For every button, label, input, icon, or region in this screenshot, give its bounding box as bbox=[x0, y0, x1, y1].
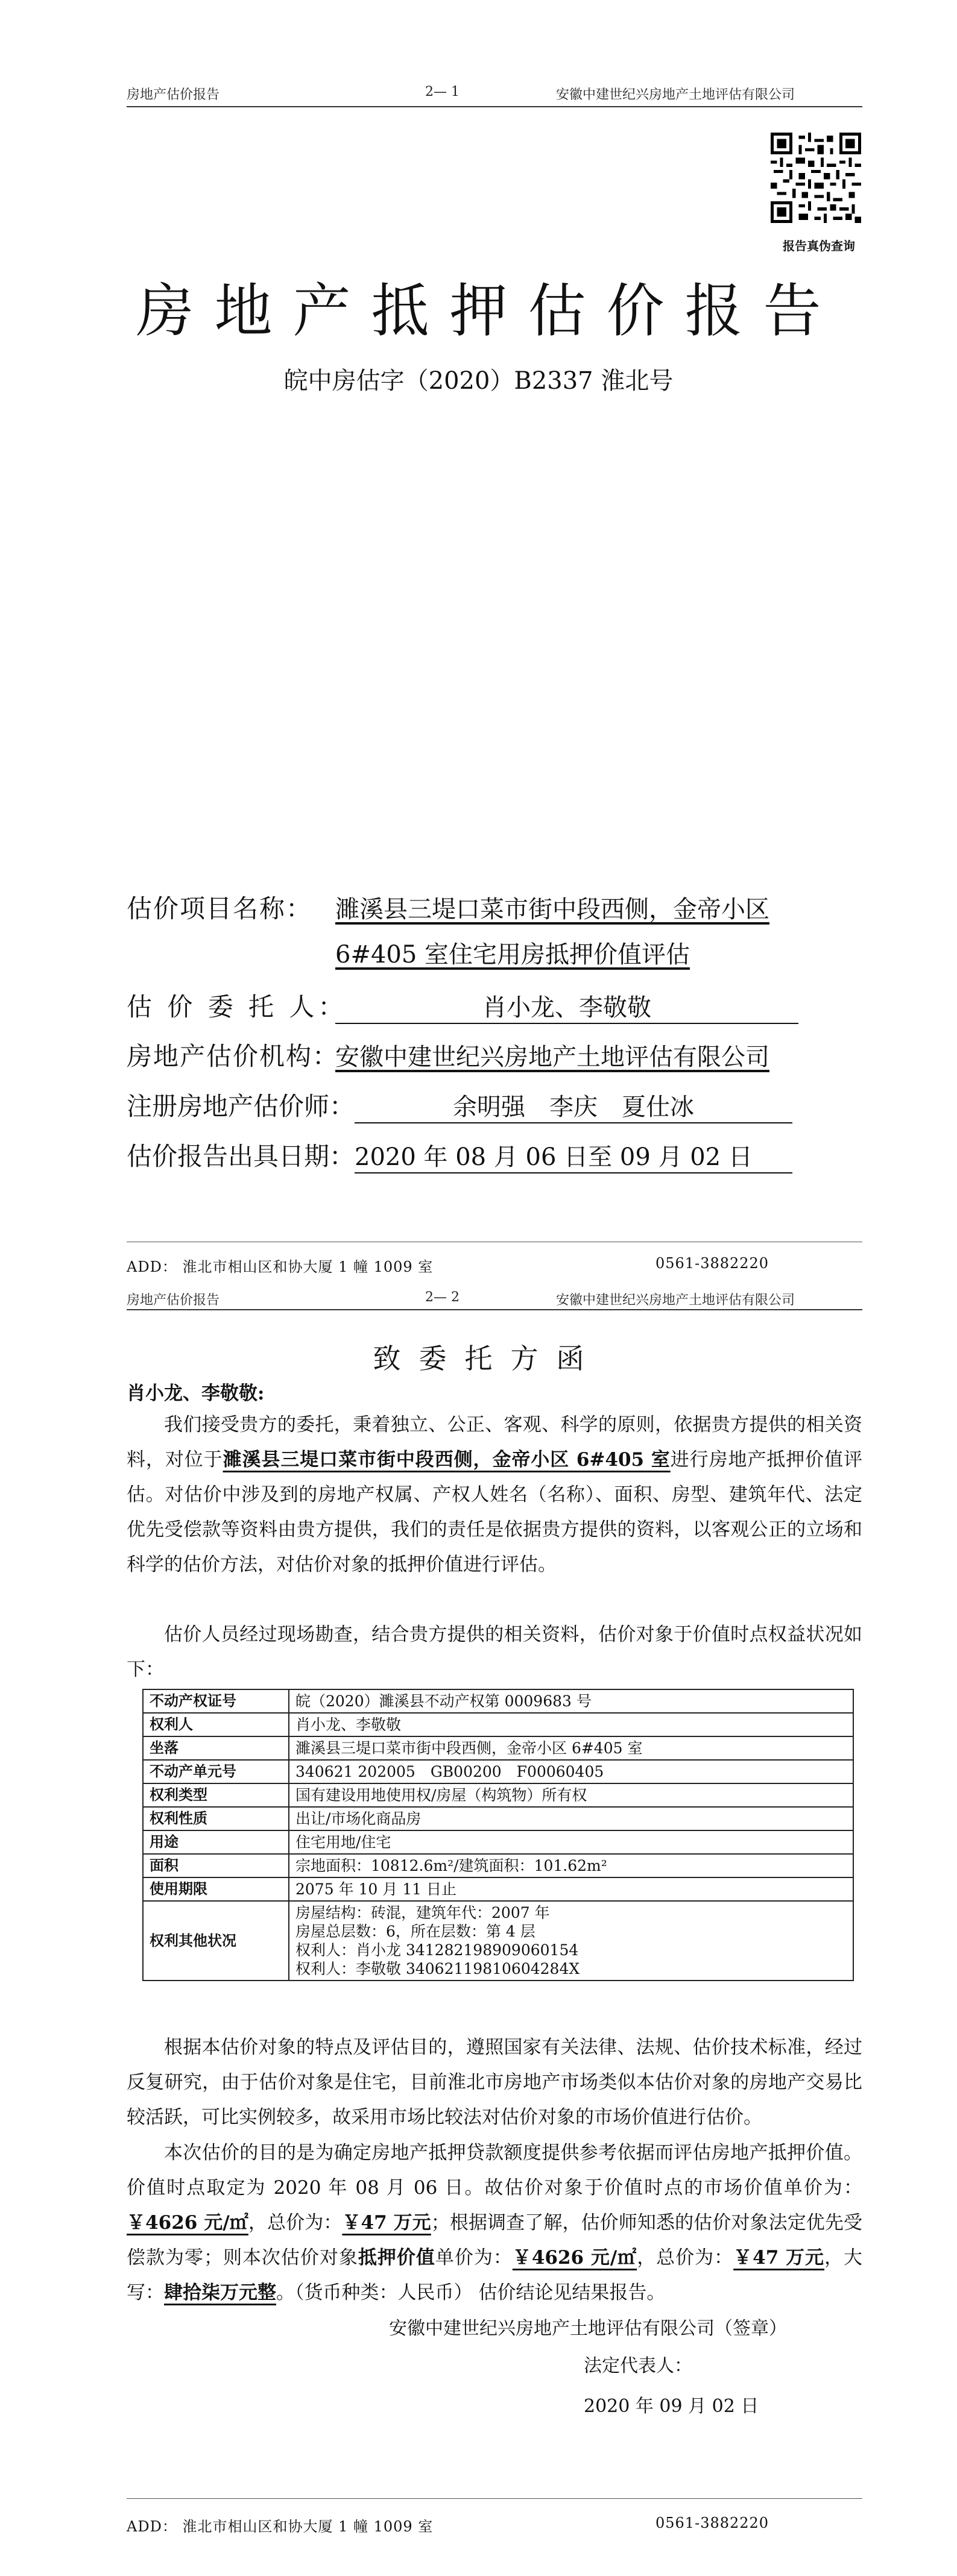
mortgage-total-price: ￥47 万元 bbox=[733, 2247, 825, 2269]
letter-title: 致委托方函 bbox=[373, 1342, 602, 1375]
table-value bbox=[289, 1901, 853, 1981]
capital-amount: 肆拾柒万元整 bbox=[164, 2282, 276, 2304]
issue-date-label: 估价报告出具日期： bbox=[127, 1142, 355, 1171]
project-name-value-line1: 濉溪县三堤口菜市街中段西侧，金帝小区 bbox=[335, 896, 769, 923]
paragraph-inspection: 估价人员经过现场勘查，结合贵方提供的相关资料，估价对象于价值时点权益状况如下： bbox=[127, 1624, 862, 1680]
paragraph-conclusion bbox=[127, 2135, 862, 2310]
appraisers-value: 余明强 李庆 夏仕冰 bbox=[355, 1088, 792, 1123]
conclusion-text-d: 单价为： bbox=[435, 2247, 513, 2269]
table-value-line: 国有建设用地使用权/房屋（构筑物）所有权 bbox=[295, 1786, 587, 1804]
agency-value: 安徽中建世纪兴房地产土地评估有限公司 bbox=[335, 1043, 769, 1071]
table-row bbox=[143, 1901, 853, 1981]
project-name-label: 估价项目名称： bbox=[127, 894, 313, 923]
footer-address: ADD： 淮北市相山区和协大厦 1 幢 1009 室 bbox=[127, 1258, 434, 1275]
report-number: 皖中房估字（2020）B2337 淮北号 bbox=[283, 367, 674, 395]
table-row bbox=[143, 1760, 853, 1783]
table-key: 不动产权证号 bbox=[143, 1689, 289, 1713]
header-page-number: 2— 2 bbox=[425, 1290, 460, 1305]
header-right: 安徽中建世纪兴房地产土地评估有限公司 bbox=[556, 1293, 795, 1308]
table-value bbox=[289, 1854, 853, 1877]
table-key: 使用期限 bbox=[143, 1877, 289, 1901]
signature-company: 安徽中建世纪兴房地产土地评估有限公司（签章） bbox=[389, 2318, 787, 2339]
table-row bbox=[143, 1783, 853, 1807]
rights-table bbox=[142, 1689, 854, 1981]
table-key: 权利性质 bbox=[143, 1807, 289, 1830]
table-row bbox=[143, 1877, 853, 1901]
table-value-line: 权利人：肖小龙 341282198909060154 bbox=[295, 1941, 579, 1959]
appraisers-label: 注册房地产估价师： bbox=[127, 1092, 355, 1121]
conclusion-text-e: ，总价为： bbox=[637, 2247, 734, 2269]
mortgage-unit-price: ￥4626 元/㎡ bbox=[512, 2247, 637, 2269]
market-unit-price: ￥4626 元/㎡ bbox=[127, 2212, 248, 2234]
conclusion-text-f: ，大写： bbox=[127, 2247, 863, 2304]
footer-rule bbox=[127, 2498, 862, 2499]
mortgage-value-label: 抵押价值 bbox=[358, 2247, 435, 2269]
table-value-line: 宗地面积：10812.6m²/建筑面积：101.62m² bbox=[295, 1857, 607, 1874]
table-value-line: 2075 年 10 月 11 日止 bbox=[295, 1880, 456, 1898]
paragraph-commission-text-b: 进行房地产抵押价值评估。对估价中涉及到的房地产权属、产权人姓名（名称）、面积、房型、建筑年代、法定优先受偿款等资料由贵方提供，我们的责任是依据贵方提供的资料，以客观公正的立场和科学的估价方法，对估价对象的抵押价值进行评估。 bbox=[127, 1449, 863, 1575]
header-page-number: 2— 1 bbox=[425, 84, 460, 99]
table-value-line: 皖（2020）濉溪县不动产权第 0009683 号 bbox=[295, 1692, 592, 1710]
property-location: 濉溪县三堤口菜市街中段西侧，金帝小区 6#405 室 bbox=[223, 1449, 671, 1471]
client-label: 估 价 委 托 人： bbox=[127, 992, 347, 1022]
table-value bbox=[289, 1877, 853, 1901]
table-key: 权利人 bbox=[143, 1713, 289, 1736]
project-name-value-line2: 6#405 室住宅用房抵押价值评估 bbox=[335, 941, 690, 969]
table-value bbox=[289, 1736, 853, 1760]
table-value-line: 濉溪县三堤口菜市街中段西侧，金帝小区 6#405 室 bbox=[295, 1739, 643, 1757]
table-key: 权利类型 bbox=[143, 1783, 289, 1807]
header-right: 安徽中建世纪兴房地产土地评估有限公司 bbox=[556, 87, 795, 102]
qr-code-icon[interactable] bbox=[771, 133, 861, 223]
signature-date: 2020 年 09 月 02 日 bbox=[584, 2396, 759, 2417]
conclusion-text-b: ，总价为： bbox=[248, 2212, 343, 2234]
table-key: 权利其他状况 bbox=[143, 1901, 289, 1981]
table-row bbox=[143, 1830, 853, 1854]
table-key: 用途 bbox=[143, 1830, 289, 1854]
table-key: 坐落 bbox=[143, 1736, 289, 1760]
issue-date-value: 2020 年 08 月 06 日至 09 月 02 日 bbox=[355, 1138, 792, 1173]
client-value: 肖小龙、李敬敬 bbox=[335, 988, 798, 1024]
header-rule bbox=[127, 106, 862, 107]
table-row bbox=[143, 1807, 853, 1830]
table-row bbox=[143, 1713, 853, 1736]
table-value-line: 出让/市场化商品房 bbox=[295, 1810, 422, 1827]
table-value bbox=[289, 1783, 853, 1807]
table-value-line: 340621 202005 GB00200 F00060405 bbox=[295, 1763, 604, 1780]
header-rule bbox=[127, 1309, 862, 1310]
conclusion-text-c: ；根据调查了解，估价师知悉的估价对象法定优先受偿款为零；则本次估价对象 bbox=[127, 2212, 862, 2269]
paragraph-method: 根据本估价对象的特点及评估目的，遵照国家有关法律、法规、估价技术标准，经过反复研究，由于估价对象是住宅，目前淮北市房地产市场类似本估价对象的房地产交易比较活跃，可比实例较多，故采用市场比较法对估价对象的市场价值进行估价。 bbox=[127, 2037, 862, 2128]
table-value bbox=[289, 1760, 853, 1783]
table-row bbox=[143, 1736, 853, 1760]
report-title: 房地产抵押估价报告 bbox=[136, 277, 842, 345]
salutation: 肖小龙、李敬敬: bbox=[127, 1383, 265, 1404]
market-total-price: ￥47 万元 bbox=[342, 2212, 431, 2234]
footer-phone: 0561-3882220 bbox=[655, 2515, 769, 2531]
table-value bbox=[289, 1830, 853, 1854]
header-left: 房地产估价报告 bbox=[127, 1293, 220, 1308]
signature-representative: 法定代表人： bbox=[584, 2355, 692, 2377]
agency-label: 房地产估价机构： bbox=[127, 1041, 340, 1071]
conclusion-text-g: 。（货币种类：人民币） 估价结论见结果报告。 bbox=[276, 2282, 666, 2304]
table-key: 面积 bbox=[143, 1854, 289, 1877]
footer-phone: 0561-3882220 bbox=[655, 1255, 769, 1272]
footer-address: ADD： 淮北市相山区和协大厦 1 幢 1009 室 bbox=[127, 2518, 434, 2535]
paragraph-commission bbox=[127, 1407, 862, 1582]
header-left: 房地产估价报告 bbox=[127, 87, 220, 102]
table-row bbox=[143, 1689, 853, 1713]
table-value-line: 肖小龙、李敬敬 bbox=[295, 1716, 402, 1733]
table-value bbox=[289, 1807, 853, 1830]
table-value-line: 住宅用地/住宅 bbox=[295, 1833, 391, 1851]
qr-caption: 报告真伪查询 bbox=[783, 239, 855, 253]
table-value-line: 房屋结构：砖混，建筑年代：2007 年 bbox=[295, 1904, 550, 1921]
paragraph-commission-text-a: 我们接受贵方的委托，秉着独立、公正、客观、科学的原则，依据贵方提供的相关资料，对位于 bbox=[127, 1414, 862, 1471]
table-key: 不动产单元号 bbox=[143, 1760, 289, 1783]
table-value bbox=[289, 1713, 853, 1736]
conclusion-text-a: 本次估价的目的是为确定房地产抵押贷款额度提供参考依据而评估房地产抵押价值。价值时点取定为 2020 年 08 月 06 日。故估价对象于价值时点的市场价值单价为： bbox=[127, 2142, 862, 2199]
table-row bbox=[143, 1854, 853, 1877]
table-value bbox=[289, 1689, 853, 1713]
table-value-line: 房屋总层数：6，所在层数：第 4 层 bbox=[295, 1923, 535, 1940]
table-value-line: 权利人：李敬敬 340621198106042​84X bbox=[295, 1960, 580, 1978]
